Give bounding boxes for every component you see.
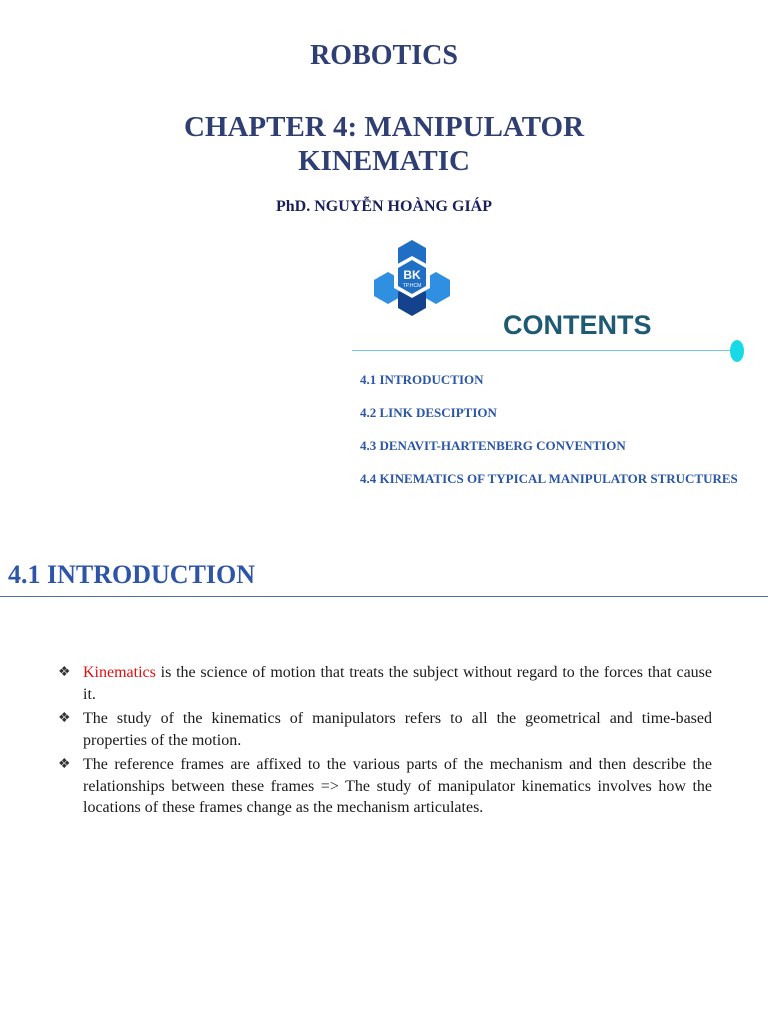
keyword-kinematics: Kinematics: [83, 664, 156, 681]
contents-accent-dot: [730, 340, 744, 362]
list-item: [58, 754, 712, 819]
section-divider: [0, 596, 768, 597]
contents-item-link-description[interactable]: 4.2 LINK DESCIPTION: [360, 405, 497, 420]
chapter-title-line1: CHAPTER 4: MANIPULATOR: [183, 111, 585, 143]
bk-logo-icon: [372, 238, 452, 318]
logo-text-sub: TP.HCM: [402, 283, 422, 289]
bullet-text: The reference frames are affixed to the various parts of the mechanism and then describe the relationships between these frames => The study of manipulator kinematics involves how the locations of these frames change as the mechanism articulates.: [83, 756, 712, 816]
diamond-bullet-icon: ❖: [58, 757, 71, 772]
contents-list: [360, 372, 738, 504]
bullet-text: The study of the kinematics of manipulators refers to all the geometrical and time-based properties of the motion.: [83, 710, 712, 749]
chapter-title-line2: KINEMATIC: [298, 145, 470, 177]
contents-heading: CONTENTS: [503, 310, 652, 340]
section-title: 4.1 INTRODUCTION: [8, 560, 256, 589]
list-item: [58, 708, 712, 751]
diamond-bullet-icon: ❖: [58, 665, 71, 680]
diamond-bullet-icon: ❖: [58, 711, 71, 726]
contents-divider: [352, 350, 732, 351]
contents-item-dh-convention[interactable]: 4.3 DENAVIT-HARTENBERG CONVENTION: [360, 438, 626, 453]
logo-text-main: BK: [403, 268, 421, 282]
contents-item-kinematics-structures[interactable]: 4.4 KINEMATICS OF TYPICAL MANIPULATOR STRUCTURES: [360, 471, 738, 486]
contents-item-intro[interactable]: 4.1 INTRODUCTION: [360, 372, 484, 387]
author-name: PhD. NGUYỄN HOÀNG GIÁP: [275, 198, 492, 215]
chapter-title: [140, 110, 628, 178]
bullet-list: [58, 662, 712, 822]
bullet-text: is the science of motion that treats the subject without regard to the forces that cause it.: [83, 664, 712, 703]
list-item: [58, 662, 712, 705]
course-title: ROBOTICS: [310, 40, 458, 71]
